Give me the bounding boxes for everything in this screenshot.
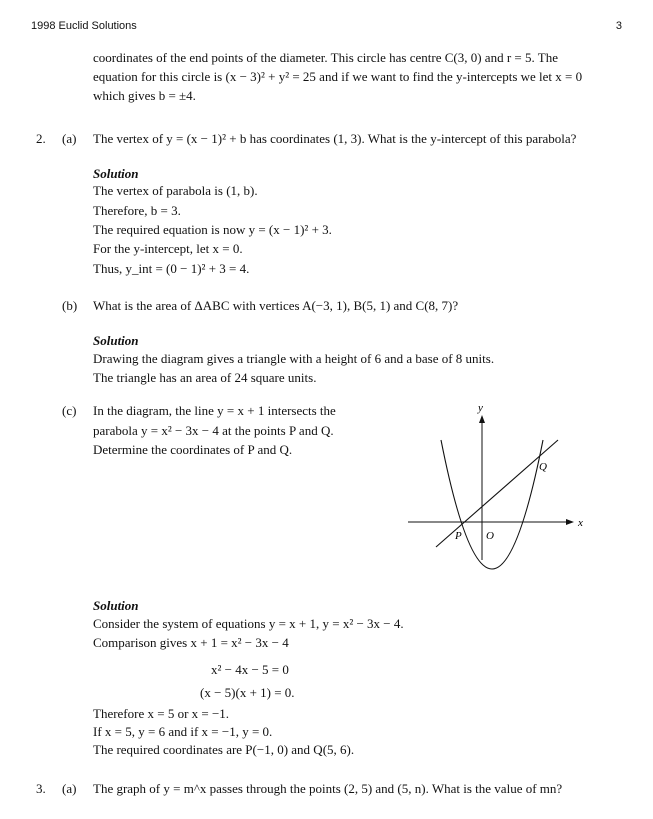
y-axis-label: y [478, 402, 483, 414]
point-p-label: P [455, 530, 462, 542]
question-2a-text: The vertex of y = (x − 1)² + b has coordinates (1, 3). What is the y-intercept of this parabola? [93, 131, 577, 146]
parabola-curve [441, 440, 543, 569]
solution-2b-line-2: The triangle has an area of 24 square units. [93, 370, 317, 385]
solution-2a-line-1: The vertex of parabola is (1, b). [93, 183, 258, 198]
solution-2c-equation-2: (x − 5)(x + 1) = 0. [200, 685, 295, 700]
question-2b-text: What is the area of ΔABC with vertices A(−3, 1), B(5, 1) and C(8, 7)? [93, 298, 459, 313]
question-2c-line-2: parabola y = x² − 3x − 4 at the points P and Q. [93, 423, 334, 438]
question-3-number: 3. [36, 781, 46, 796]
question-3a-label: (a) [62, 781, 77, 796]
x-axis-label: x [578, 517, 583, 529]
solution-2c-line-3: Therefore x = 5 or x = −1. [93, 706, 230, 721]
solution-2a-heading: Solution [93, 166, 139, 181]
intro-line-1: coordinates of the end points of the diameter. This circle has centre C(3, 0) and r = 5. The [93, 50, 558, 65]
question-2c-line-1: In the diagram, the line y = x + 1 intersects the [93, 403, 336, 418]
question-3a-text: The graph of y = m^x passes through the points (2, 5) and (5, n). What is the value of mn? [93, 781, 563, 796]
document-title: 1998 Euclid Solutions [31, 20, 137, 32]
point-q-label: Q [539, 461, 547, 473]
solution-2a-line-4: For the y-intercept, let x = 0. [93, 241, 243, 256]
page-number: 3 [615, 20, 622, 32]
solution-2c-equation-1: x² − 4x − 5 = 0 [211, 662, 289, 677]
intro-line-3: which gives b = ±4. [93, 88, 196, 103]
solution-2c-line-1: Consider the system of equations y = x + 1, y = x² − 3x − 4. [93, 616, 404, 631]
question-2c-label: (c) [62, 403, 77, 418]
intro-line-2: equation for this circle is (x − 3)² + y² = 25 and if we want to find the y-intercepts we let x = 0 [93, 69, 583, 84]
solution-2a-line-5: Thus, y_int = (0 − 1)² + 3 = 4. [93, 261, 250, 276]
page-header [31, 20, 622, 32]
origin-label: O [486, 530, 494, 542]
question-2-number: 2. [36, 131, 46, 146]
question-2a-label: (a) [62, 131, 77, 146]
question-2b-label: (b) [62, 298, 78, 313]
solution-2b-line-1: Drawing the diagram gives a triangle with a height of 6 and a base of 8 units. [93, 351, 495, 366]
solution-2c-heading: Solution [93, 598, 139, 613]
solution-2a-line-3: The required equation is now y = (x − 1)² + 3. [93, 222, 332, 237]
x-axis-arrow [566, 519, 574, 525]
solution-2c-line-2: Comparison gives x + 1 = x² − 3x − 4 [93, 635, 289, 650]
y-axis-arrow [479, 415, 485, 423]
parabola-line-diagram [400, 398, 590, 578]
solution-2b-heading: Solution [93, 333, 139, 348]
solution-2c-line-5: The required coordinates are P(−1, 0) and Q(5, 6). [93, 742, 355, 757]
question-2c-line-3: Determine the coordinates of P and Q. [93, 442, 293, 457]
solution-2a-line-2: Therefore, b = 3. [93, 203, 181, 218]
solution-2c-line-4: If x = 5, y = 6 and if x = −1, y = 0. [93, 724, 273, 739]
